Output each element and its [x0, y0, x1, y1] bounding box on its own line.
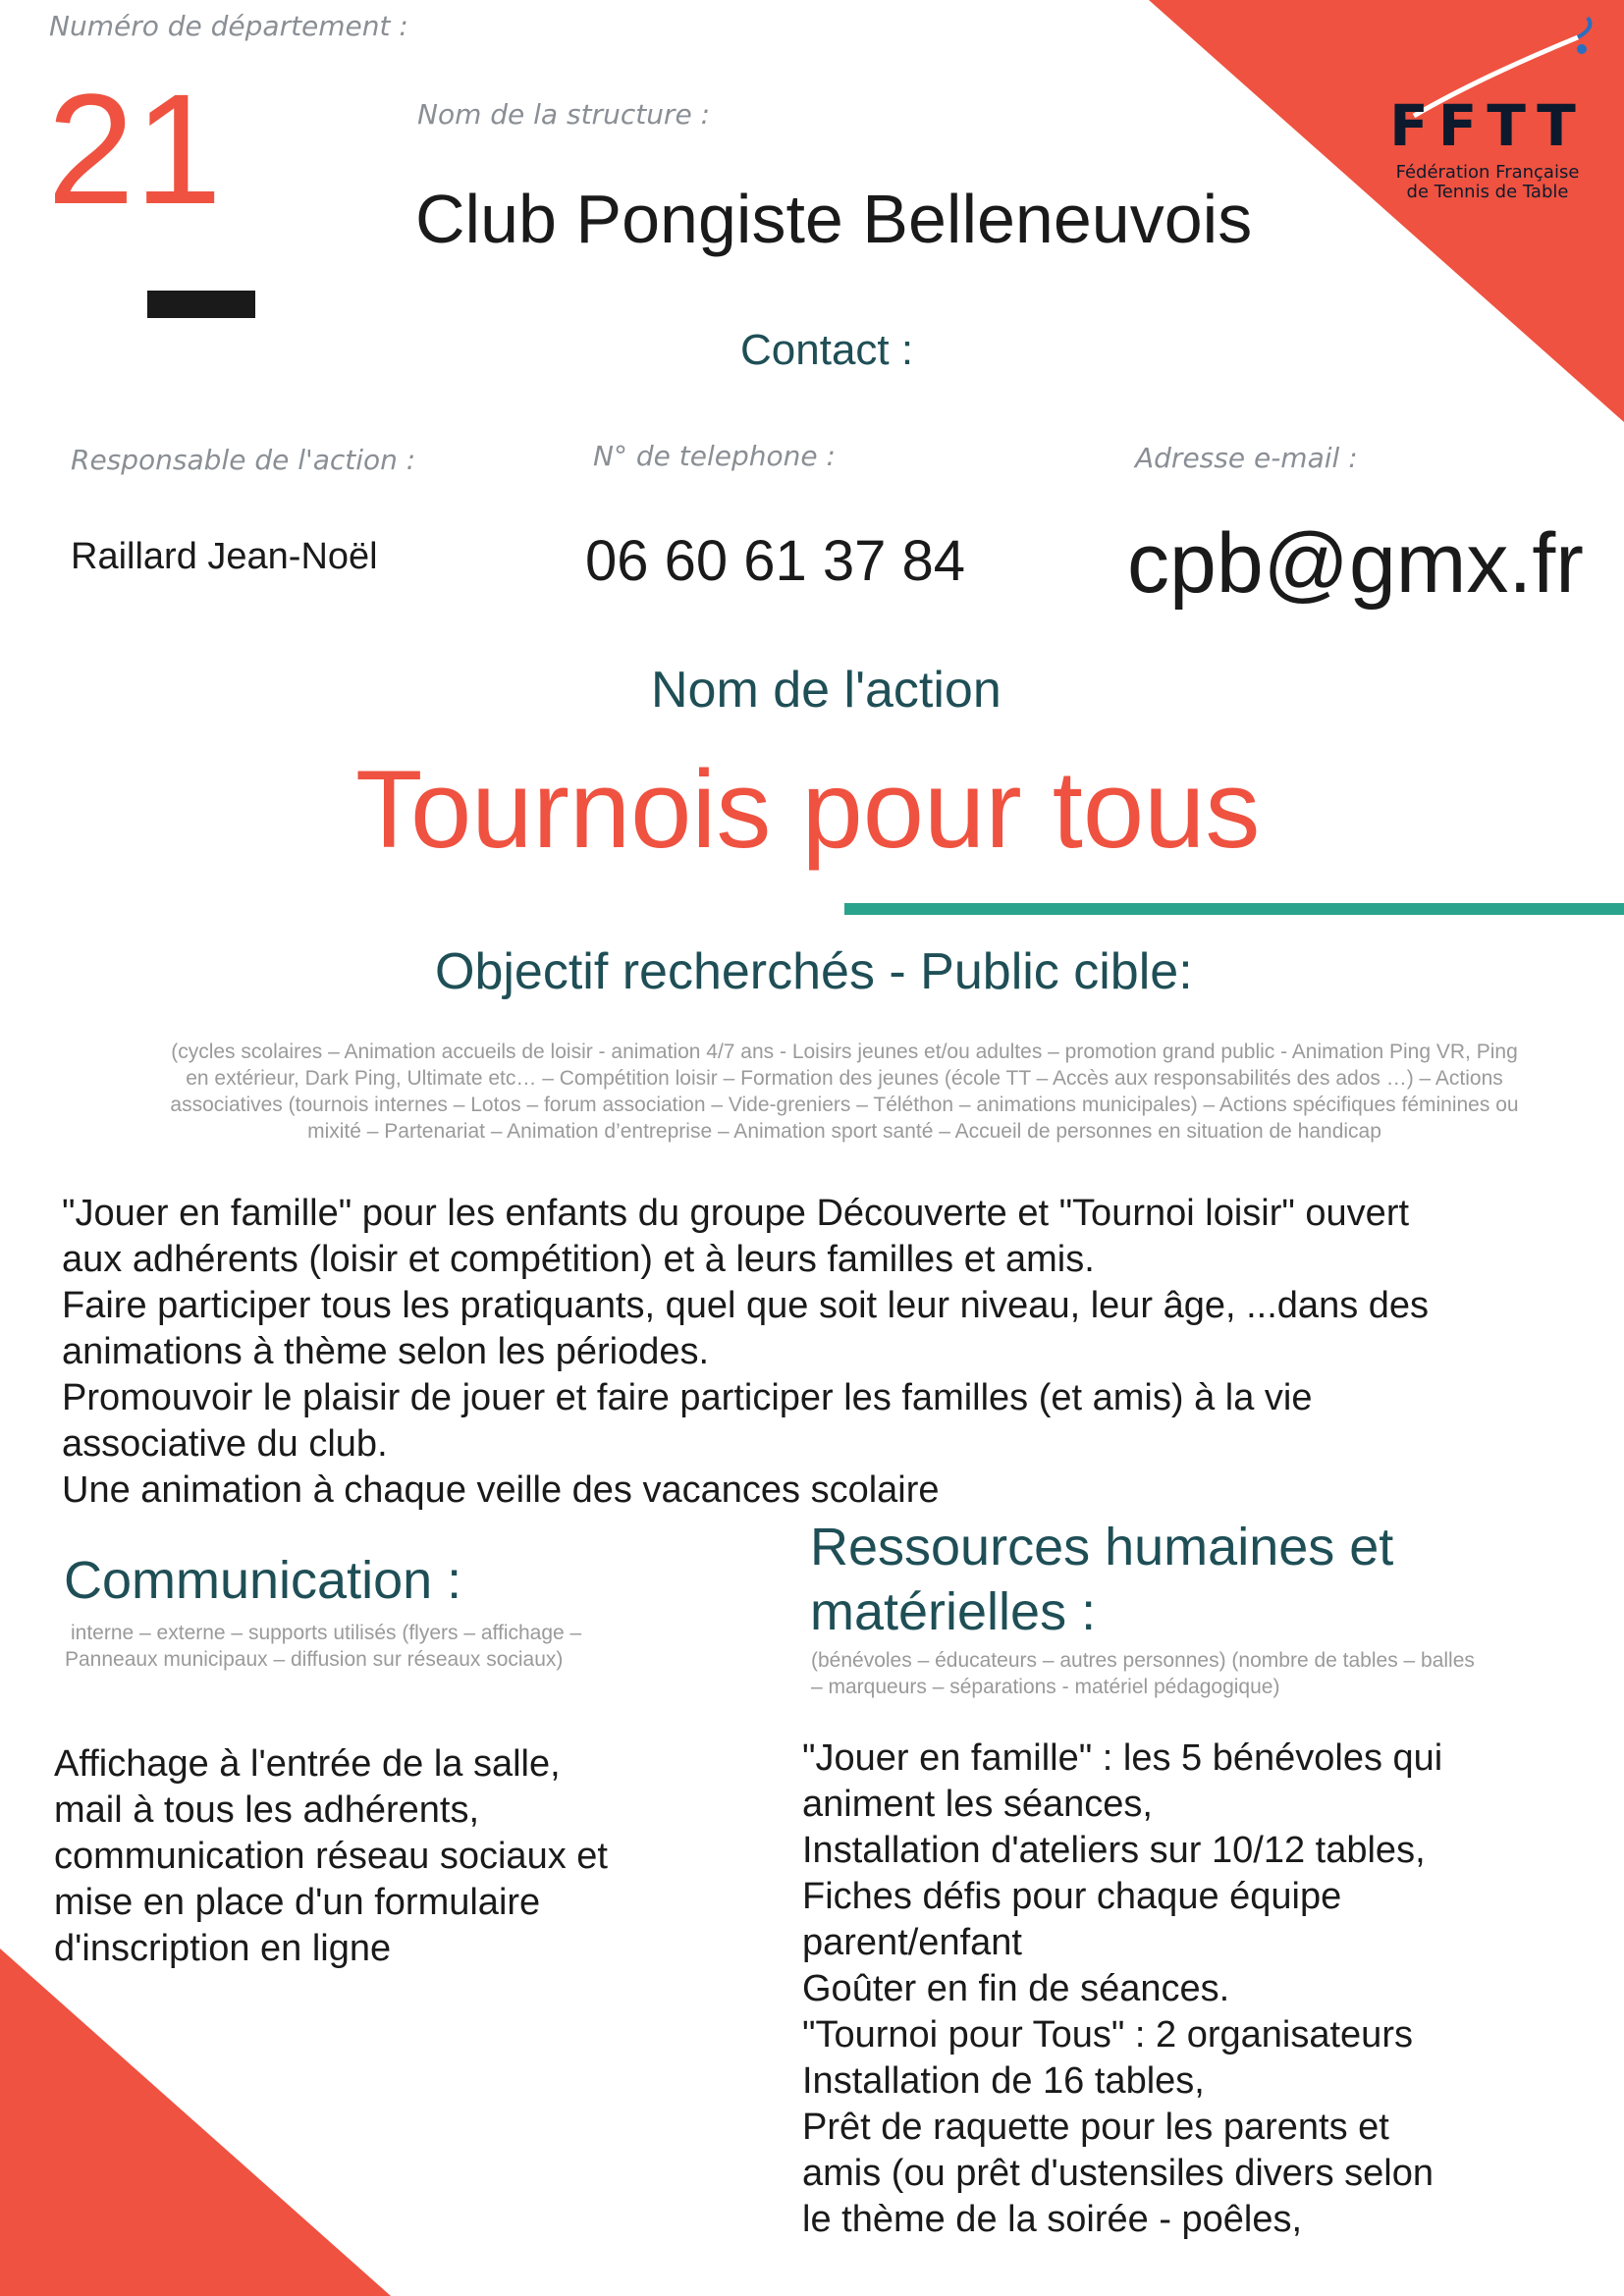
department-number: 21: [47, 61, 222, 237]
ressources-line: animent les séances,: [802, 1784, 1153, 1825]
corner-triangle-bottom-left: [0, 1949, 391, 2296]
structure-name: Club Pongiste Belleneuvois: [415, 181, 1253, 257]
ressources-line: parent/enfant: [802, 1922, 1022, 1963]
objectif-text: [62, 1191, 1594, 1511]
logo-wordmark: FFTT: [1389, 92, 1586, 159]
logo-line-1: Fédération Française: [1395, 162, 1580, 183]
ressources-line: Prêt de raquette pour les parents et: [802, 2107, 1389, 2148]
communication-text: [54, 1741, 722, 1972]
objectif-line: Promouvoir le plaisir de jouer et faire participer les familles (et amis) à la vie: [62, 1377, 1313, 1418]
ressources-heading-line: Ressources humaines et: [810, 1518, 1394, 1576]
department-underline-bar: [147, 291, 255, 318]
communication-line: Affichage à l'entrée de la salle,: [54, 1743, 561, 1785]
communication-hint-line-1: interne – externe – supports utilisés (flyers – affichage –: [71, 1622, 582, 1644]
objectif-line: associative du club.: [62, 1423, 388, 1465]
ressources-heading: [810, 1515, 1393, 1644]
communication-line: d'inscription en ligne: [54, 1928, 392, 1969]
structure-label: Nom de la structure :: [417, 98, 711, 131]
ressources-line: amis (ou prêt d'ustensiles divers selon: [802, 2153, 1434, 2194]
communication-hint-line-2: Panneaux municipaux – diffusion sur réseaux sociaux): [65, 1648, 564, 1671]
action-label: Nom de l'action: [651, 662, 1001, 719]
phone-value: 06 60 61 37 84: [585, 529, 966, 593]
ressources-text: [802, 1735, 1607, 2243]
ressources-heading-line: matérielles :: [810, 1582, 1097, 1641]
email-label: Adresse e-mail :: [1135, 442, 1358, 474]
ressources-line: Fiches défis pour chaque équipe: [802, 1876, 1342, 1917]
objectif-line: Faire participer tous les pratiquants, quel que soit leur niveau, leur âge, ...dans des: [62, 1285, 1430, 1326]
contact-heading: Contact :: [740, 326, 914, 374]
objectif-line: aux adhérents (loisir et compétition) et à leurs familles et amis.: [62, 1239, 1095, 1280]
email-value: cpb@gmx.fr: [1127, 516, 1584, 611]
ressources-line: "Jouer en famille" : les 5 bénévoles qui: [802, 1737, 1443, 1779]
communication-line: mail à tous les adhérents,: [54, 1789, 480, 1831]
objectif-line: "Jouer en famille" pour les enfants du groupe Découverte et "Tournoi loisir" ouvert: [62, 1193, 1410, 1234]
responsable-value: Raillard Jean-Noël: [71, 536, 378, 577]
department-label: Numéro de département :: [49, 10, 408, 42]
teal-divider: [844, 903, 1624, 915]
responsable-label: Responsable de l'action :: [71, 444, 416, 476]
phone-label: N° de telephone :: [593, 440, 836, 472]
objectif-heading: Objectif recherchés - Public cible:: [435, 943, 1193, 1000]
ressources-line: Installation d'ateliers sur 10/12 tables,: [802, 1830, 1426, 1871]
communication-line: communication réseau sociaux et: [54, 1836, 608, 1877]
communication-heading: Communication :: [64, 1551, 462, 1610]
objectif-line: animations à thème selon les périodes.: [62, 1331, 710, 1372]
action-name: Tournois pour tous: [355, 748, 1261, 871]
logo-line-2: de Tennis de Table: [1406, 182, 1569, 202]
objectif-line: Une animation à chaque veille des vacances scolaire: [62, 1469, 940, 1511]
ressources-line: le thème de la soirée - poêles,: [802, 2199, 1303, 2240]
ressources-line: Goûter en fin de séances.: [802, 1968, 1230, 2009]
fftt-logo: [1360, 10, 1615, 206]
ressources-line: Installation de 16 tables,: [802, 2060, 1205, 2102]
ressources-line: "Tournoi pour Tous" : 2 organisateurs: [802, 2014, 1413, 2056]
ressources-hint-line-2: – marqueurs – séparations - matériel pédagogique): [811, 1676, 1280, 1698]
objectif-hint: (cycles scolaires – Animation accueils de loisir - animation 4/7 ans - Loisirs jeunes et/ou adultes – promotion grand public - Animation Ping VR, Ping en extérieur, Dark Ping, Ultimate etc… – Compétition loisir – Formation des jeunes (école TT – Accès aux responsabilités des ados …) – Actions associatives (tournois internes – Lotos – forum association – Vide-greniers – Téléthon – animations municipales) – Actions spécifiques féminines ou mixité – Partenariat – Animation d’entreprise – Animation sport santé – Accueil de personnes en situation de handicap: [170, 1041, 1519, 1143]
ressources-hint-line-1: (bénévoles – éducateurs – autres personnes) (nombre de tables – balles: [811, 1649, 1475, 1672]
communication-line: mise en place d'un formulaire: [54, 1882, 541, 1923]
